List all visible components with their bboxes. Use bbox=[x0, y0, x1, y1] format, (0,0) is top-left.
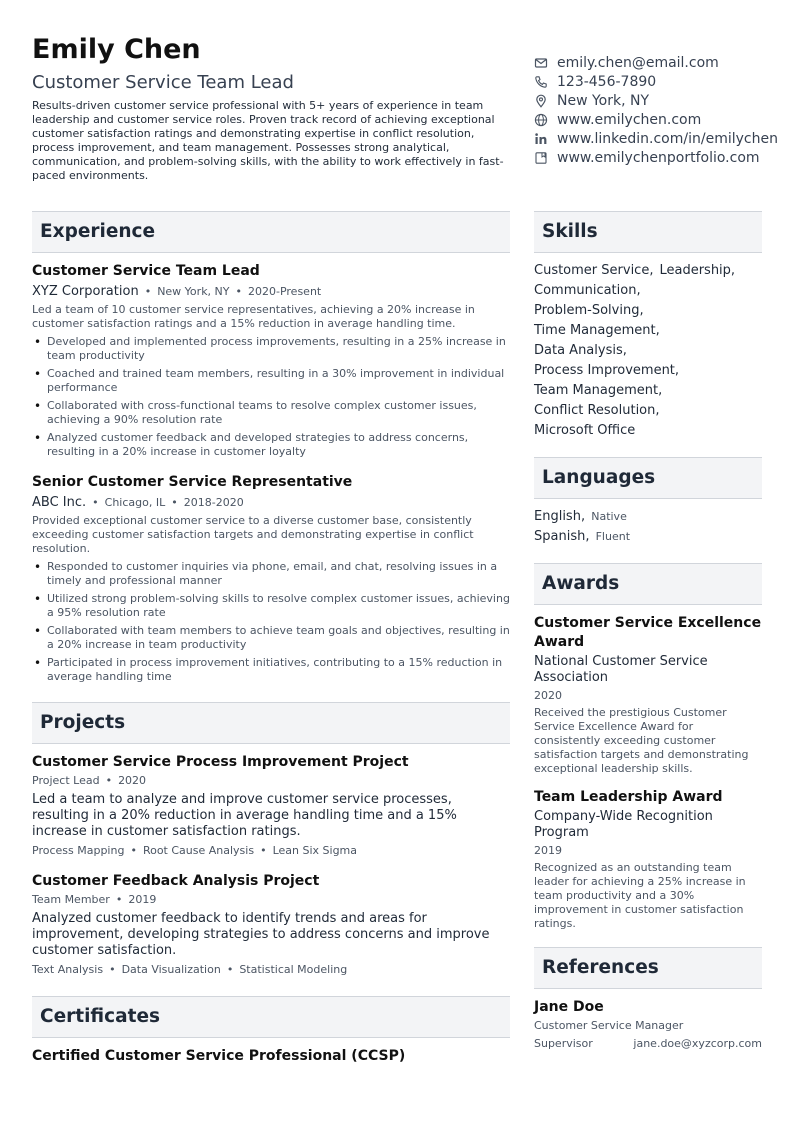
separator-dot: • bbox=[226, 963, 234, 976]
project-tag: Process Mapping bbox=[32, 844, 125, 857]
project-title: Customer Feedback Analysis Project bbox=[32, 873, 320, 889]
job-location: New York, NY bbox=[157, 285, 230, 298]
languages-heading: Languages bbox=[534, 457, 762, 499]
project-year: 2020 bbox=[118, 774, 147, 787]
project-tag: Root Cause Analysis bbox=[142, 844, 255, 857]
award-title: Team Leadership Award bbox=[534, 789, 723, 805]
project-item bbox=[32, 872, 510, 978]
contact-email-text[interactable]: emily.chen@email.com bbox=[557, 54, 719, 71]
separator-dot: • bbox=[105, 774, 113, 787]
references-heading: References bbox=[534, 947, 762, 989]
resume-header bbox=[32, 33, 507, 183]
separator-dot: • bbox=[92, 496, 99, 509]
skill-item: Customer Service, bbox=[534, 263, 654, 278]
job-bullet: • Participated in process improvement initiatives, contributing to a 15% reduction in average handling time bbox=[32, 656, 510, 684]
globe-icon bbox=[534, 113, 548, 127]
contact-phone-text[interactable]: 123-456-7890 bbox=[557, 73, 657, 90]
awards-heading: Awards bbox=[534, 563, 762, 605]
award-year: 2019 bbox=[534, 844, 562, 857]
job-bullets bbox=[32, 335, 510, 459]
language-level: Native bbox=[591, 510, 627, 523]
award-description: Received the prestigious Customer Service Excellence Award for consistently exceeding customer satisfaction targets and demonstrating exceptional leadership skills. bbox=[534, 706, 749, 775]
skill-item: Problem-Solving, bbox=[534, 303, 644, 318]
job-dates: 2020-Present bbox=[248, 285, 322, 298]
main-column bbox=[32, 211, 510, 1065]
language-level: Fluent bbox=[595, 530, 631, 543]
reference-role: Customer Service Manager bbox=[534, 1019, 684, 1032]
project-role: Project Lead bbox=[32, 774, 100, 787]
languages-list bbox=[534, 507, 762, 547]
skill-item: Team Management, bbox=[534, 383, 663, 398]
project-year: 2019 bbox=[128, 893, 157, 906]
separator-dot: • bbox=[171, 496, 178, 509]
job-title: Senior Customer Service Representative bbox=[32, 474, 353, 490]
project-description: Led a team to analyze and improve customer service processes, resulting in a 20% reduction in average handling time and a 15% increase in customer satisfaction ratings. bbox=[32, 792, 457, 839]
job-bullet: • Coached and trained team members, resulting in a 30% improvement in individual performance bbox=[32, 367, 510, 395]
award-organization: Company-Wide Recognition Program bbox=[534, 809, 713, 840]
project-role: Team Member bbox=[32, 893, 110, 906]
contact-phone[interactable] bbox=[534, 72, 794, 91]
award-organization: National Customer Service Association bbox=[534, 654, 708, 685]
contact-location-text: New York, NY bbox=[557, 92, 650, 109]
location-pin-icon bbox=[534, 94, 548, 108]
candidate-name: Emily Chen bbox=[32, 34, 201, 65]
job-title: Customer Service Team Lead bbox=[32, 263, 260, 279]
contact-email[interactable] bbox=[534, 53, 794, 72]
reference-email[interactable]: jane.doe@xyzcorp.com bbox=[633, 1037, 762, 1050]
separator-dot: • bbox=[115, 893, 123, 906]
project-tag: Statistical Modeling bbox=[239, 963, 348, 976]
language-name: Spanish, bbox=[534, 529, 590, 544]
language-name: English, bbox=[534, 509, 586, 524]
skill-item: Data Analysis, bbox=[534, 343, 627, 358]
separator-dot: • bbox=[130, 844, 137, 857]
project-meta bbox=[32, 773, 510, 789]
award-item bbox=[534, 788, 762, 931]
job-bullet: • Collaborated with team members to achieve team goals and objectives, resulting in a 20% increase in team productivity bbox=[32, 624, 510, 652]
job-company: XYZ Corporation bbox=[32, 284, 139, 299]
project-item bbox=[32, 753, 510, 859]
job-description: Led a team of 10 customer service representatives, achieving a 20% increase in customer satisfaction ratings and a 15% reduction in average handling time. bbox=[32, 303, 475, 330]
reference-item bbox=[534, 998, 762, 1052]
award-year: 2020 bbox=[534, 689, 562, 702]
skill-item: Process Improvement, bbox=[534, 363, 680, 378]
contact-website-text[interactable]: www.emilychen.com bbox=[557, 111, 702, 128]
separator-dot: • bbox=[144, 285, 152, 298]
job-bullet: • Collaborated with cross-functional teams to resolve complex customer issues, achieving a 90% resolution rate bbox=[32, 399, 510, 427]
contact-linkedin-text[interactable]: www.linkedin.com/in/emilychen bbox=[557, 130, 778, 147]
experience-item bbox=[32, 262, 510, 459]
language-item bbox=[534, 507, 762, 527]
separator-dot: • bbox=[109, 963, 116, 976]
award-title: Customer Service Excellence Award bbox=[534, 615, 762, 650]
experience-item bbox=[32, 473, 510, 684]
project-description: Analyzed customer feedback to identify trends and areas for improvement, developing strategies to address concerns and improve customer satisfaction. bbox=[32, 911, 490, 958]
project-tag: Lean Six Sigma bbox=[272, 844, 358, 857]
skill-item: Microsoft Office bbox=[534, 423, 636, 438]
job-dates: 2018-2020 bbox=[183, 496, 244, 509]
project-tag: Text Analysis bbox=[32, 963, 104, 976]
linkedin-icon bbox=[534, 132, 548, 146]
mail-icon bbox=[534, 56, 548, 70]
skill-item: Time Management, bbox=[534, 323, 660, 338]
job-description: Provided exceptional customer service to a diverse customer base, consistently exceeding customer satisfaction targets and demonstrating expertise in conflict resolution. bbox=[32, 514, 474, 555]
job-bullet: • Utilized strong problem-solving skills to resolve complex customer issues, achieving a 95% resolution rate bbox=[32, 592, 510, 620]
separator-dot: • bbox=[260, 844, 267, 857]
summary-text: Results-driven customer service professional with 5+ years of experience in team leadership and customer service roles. Proven track record of achieving exceptional customer satisfaction ratings and demonstrating expertise in conflict resolution, process improvement, and team management. Possesses strong analytical, communication, and problem-solving skills, with the ability to work effectively in fast-paced environments. bbox=[32, 99, 504, 182]
contact-portfolio-text[interactable]: www.emilychenportfolio.com bbox=[557, 149, 760, 166]
job-bullet: • Developed and implemented process improvements, resulting in a 25% increase in team productivity bbox=[32, 335, 510, 363]
phone-icon bbox=[534, 75, 548, 89]
skill-item: Communication, bbox=[534, 283, 641, 298]
separator-dot: • bbox=[235, 285, 242, 298]
contact-location bbox=[534, 91, 794, 110]
experience-heading: Experience bbox=[32, 211, 510, 253]
skills-heading: Skills bbox=[534, 211, 762, 253]
project-tags bbox=[32, 962, 510, 978]
job-location: Chicago, IL bbox=[104, 496, 166, 509]
projects-heading: Projects bbox=[32, 702, 510, 744]
job-meta bbox=[32, 495, 510, 511]
job-meta bbox=[32, 284, 510, 300]
award-description: Recognized as an outstanding team leader for achieving a 25% increase in team productivity and a 30% improvement in customer satisfaction ratings. bbox=[534, 861, 746, 930]
contact-linkedin[interactable] bbox=[534, 129, 794, 148]
reference-relation: Supervisor bbox=[534, 1037, 593, 1050]
job-company: ABC Inc. bbox=[32, 495, 87, 510]
project-tags bbox=[32, 843, 510, 859]
job-bullet: • Responded to customer inquiries via phone, email, and chat, resolving issues in a timely and professional manner bbox=[32, 560, 510, 588]
candidate-title: Customer Service Team Lead bbox=[32, 72, 294, 93]
skills-list bbox=[534, 261, 762, 441]
contact-block bbox=[534, 53, 794, 167]
skill-item: Conflict Resolution, bbox=[534, 403, 660, 418]
project-tag: Data Visualization bbox=[121, 963, 221, 976]
reference-contact-line bbox=[534, 1036, 762, 1052]
job-bullet: • Analyzed customer feedback and developed strategies to address concerns, resulting in a 20% increase in customer loyalty bbox=[32, 431, 510, 459]
certificates-heading: Certificates bbox=[32, 996, 510, 1038]
reference-name: Jane Doe bbox=[534, 999, 604, 1015]
language-item bbox=[534, 527, 762, 547]
certificate-item: Certified Customer Service Professional (CCSP) bbox=[32, 1048, 406, 1064]
project-meta bbox=[32, 892, 510, 908]
contact-website[interactable] bbox=[534, 110, 794, 129]
project-title: Customer Service Process Improvement Project bbox=[32, 754, 409, 770]
portfolio-icon bbox=[534, 151, 548, 165]
contact-portfolio[interactable] bbox=[534, 148, 794, 167]
job-bullets bbox=[32, 560, 510, 684]
side-column bbox=[534, 211, 762, 1052]
award-item bbox=[534, 614, 762, 776]
skill-item: Leadership, bbox=[659, 263, 736, 278]
